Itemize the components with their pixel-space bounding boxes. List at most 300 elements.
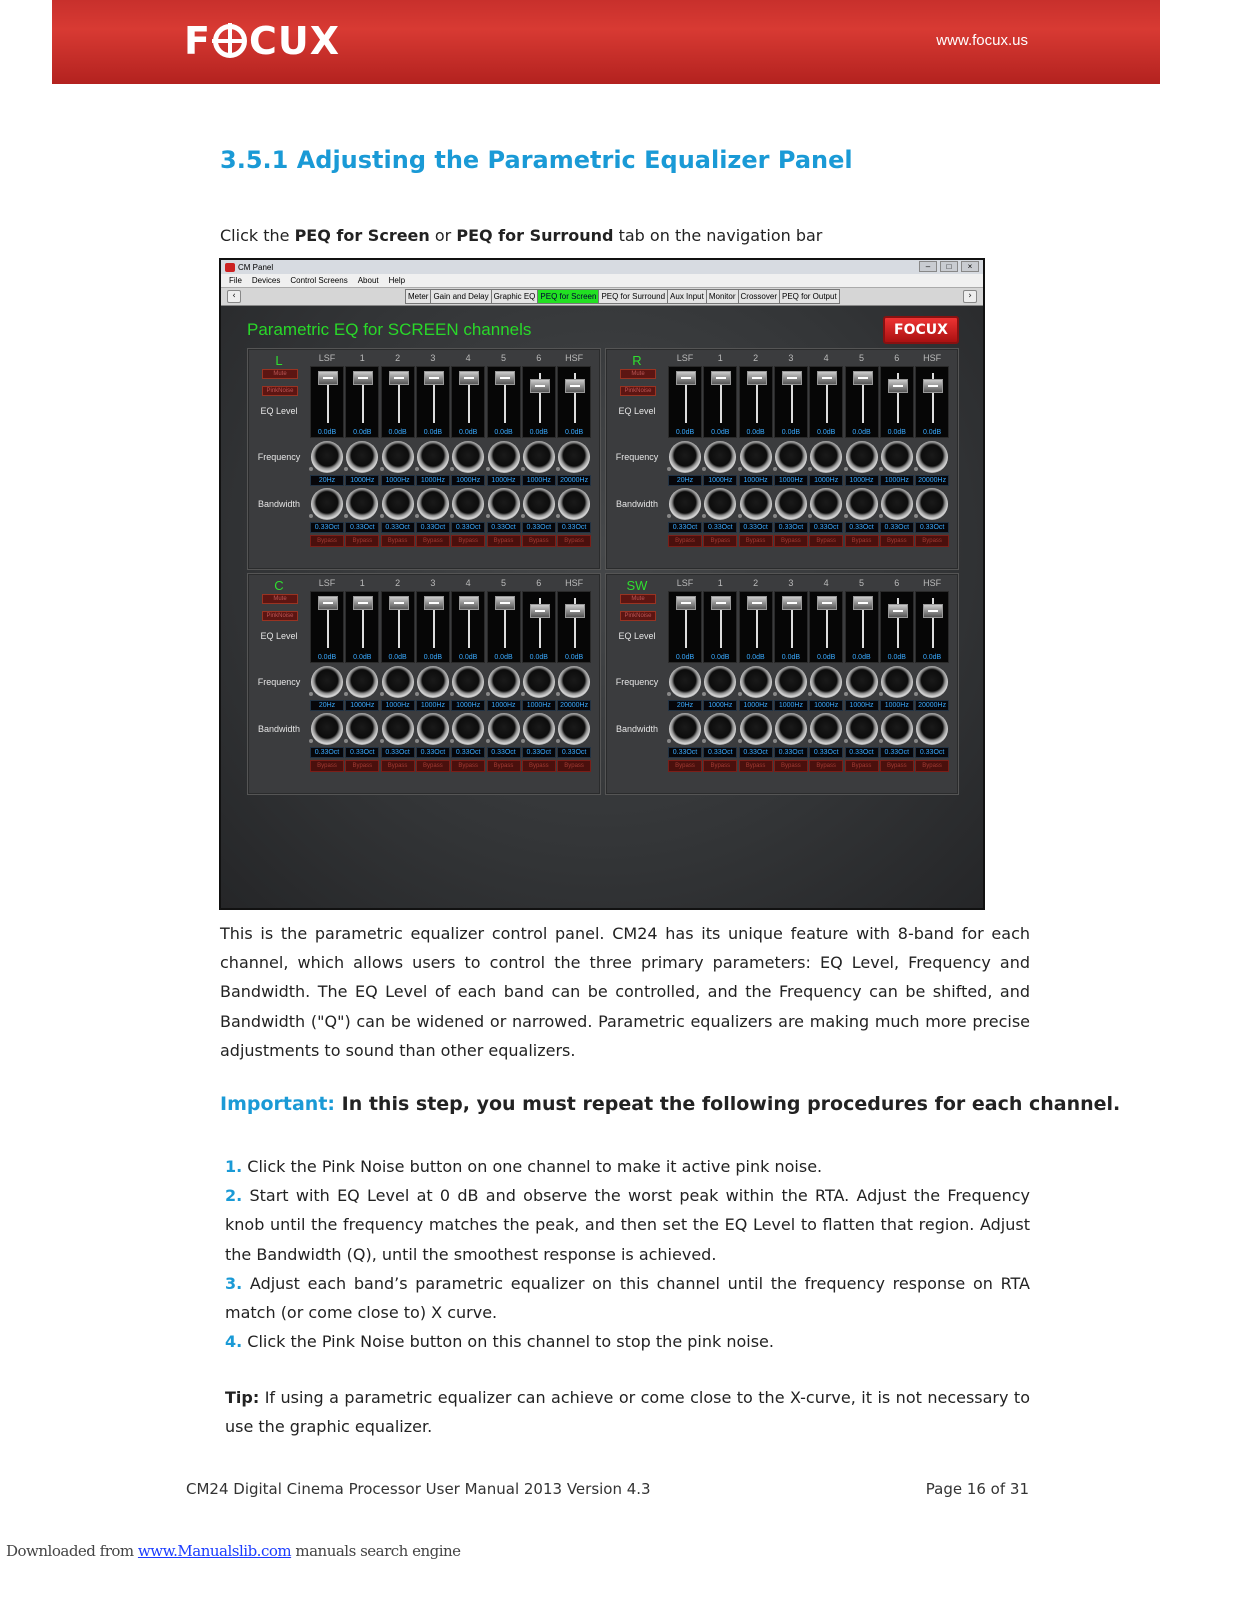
eq-level-fader[interactable] [915,366,949,438]
eq-level-fader[interactable] [522,366,556,438]
frequency-knob[interactable] [488,441,520,473]
frequency-value: 1000Hz [809,475,843,486]
frequency-control [915,441,949,487]
window-title: CM Panel [238,262,274,272]
bandwidth-control [345,488,379,534]
bandwidth-knob[interactable] [382,713,414,745]
band-header: 3 [430,353,436,363]
fader-handle[interactable] [888,604,908,618]
frequency-value: 1000Hz [880,475,914,486]
close-button[interactable]: × [961,261,979,272]
bandwidth-value: 0.33Oct [880,747,914,758]
bypass-button[interactable]: Bypass [809,760,843,772]
frequency-knob[interactable] [810,441,842,473]
fader-handle[interactable] [711,596,731,610]
bandwidth-value: 0.33Oct [774,747,808,758]
bandwidth-control [845,488,879,534]
tab-aux-input[interactable]: Aux Input [667,289,707,304]
bandwidth-knob[interactable] [740,713,772,745]
band-header: 4 [823,578,829,588]
tab-peq-for-surround[interactable]: PEQ for Surround [598,289,668,304]
bypass-button[interactable]: Bypass [416,760,450,772]
band-header: 5 [858,578,864,588]
bandwidth-value: 0.33Oct [310,747,344,758]
frequency-control [739,666,773,712]
frequency-control [739,441,773,487]
bandwidth-knob[interactable] [488,488,520,520]
bandwidth-value: 0.33Oct [451,747,485,758]
bandwidth-knob[interactable] [452,488,484,520]
channel-panel-r [605,348,959,570]
fader-handle[interactable] [459,596,479,610]
frequency-control [416,441,450,487]
bandwidth-value: 0.33Oct [739,522,773,533]
fader-handle[interactable] [389,371,409,385]
eq-level-value: 0.0dB [746,654,765,661]
fader-handle[interactable] [923,379,943,393]
eq-level-fader[interactable] [416,591,450,663]
eq-level-fader[interactable] [845,366,879,438]
band-header: 1 [717,578,723,588]
eq-level-fader[interactable] [774,366,808,438]
pink-noise-button[interactable]: PinkNoise [620,611,656,621]
menu-devices[interactable]: Devices [251,276,281,285]
frequency-knob[interactable] [740,441,772,473]
eq-level-value: 0.0dB [459,654,478,661]
minimize-button[interactable]: – [919,261,937,272]
bypass-button[interactable]: Bypass [451,535,485,547]
frequency-value: 1000Hz [381,475,415,486]
fader-handle[interactable] [353,596,373,610]
frequency-knob[interactable] [916,666,948,698]
bandwidth-knob[interactable] [704,713,736,745]
bandwidth-value: 0.33Oct [703,522,737,533]
eq-level-fader[interactable] [345,366,379,438]
fader-handle[interactable] [747,371,767,385]
maximize-button[interactable]: □ [940,261,958,272]
bandwidth-knob[interactable] [881,488,913,520]
bypass-button[interactable]: Bypass [880,535,914,547]
bandwidth-value: 0.33Oct [557,747,591,758]
bypass-button[interactable]: Bypass [668,760,702,772]
eq-level-value: 0.0dB [388,429,407,436]
fader-handle[interactable] [782,596,802,610]
fader-handle[interactable] [711,371,731,385]
frequency-knob[interactable] [558,666,590,698]
bandwidth-value: 0.33Oct [557,522,591,533]
bypass-button[interactable]: Bypass [557,760,591,772]
frequency-knob[interactable] [846,666,878,698]
bandwidth-knob[interactable] [669,713,701,745]
band-header: 2 [753,353,759,363]
bypass-button[interactable]: Bypass [557,535,591,547]
fader-handle[interactable] [782,371,802,385]
frequency-knob[interactable] [382,666,414,698]
mute-button[interactable]: Mute [262,594,298,604]
bypass-button[interactable]: Bypass [739,760,773,772]
frequency-knob[interactable] [810,666,842,698]
eq-level-value: 0.0dB [817,654,836,661]
frequency-knob[interactable] [346,441,378,473]
channel-panel-l [247,348,601,570]
eq-level-fader[interactable] [880,591,914,663]
bandwidth-value: 0.33Oct [522,522,556,533]
fader-handle[interactable] [565,379,585,393]
frequency-knob[interactable] [740,666,772,698]
bandwidth-value: 0.33Oct [668,747,702,758]
frequency-control [381,666,415,712]
bypass-button[interactable]: Bypass [310,535,344,547]
bandwidth-control [557,713,591,759]
band-header: HSF [565,578,584,588]
bandwidth-value: 0.33Oct [522,747,556,758]
frequency-knob[interactable] [704,666,736,698]
pink-noise-button[interactable]: PinkNoise [262,611,298,621]
bypass-button[interactable]: Bypass [381,535,415,547]
step-2: 2. Start with EQ Level at 0 dB and observe the worst peak within the RTA. Adjust the Frequency knob until the frequency matches the peak, and then set the EQ Level to flatten that region. Adjust the Bandwidth (Q), until the smoothest response is achieved. [225,1186,1030,1264]
bypass-button[interactable]: Bypass [451,760,485,772]
bypass-button[interactable]: Bypass [703,535,737,547]
bypass-button[interactable]: Bypass [880,760,914,772]
bandwidth-control [809,488,843,534]
frequency-value: 20000Hz [557,475,591,486]
band-header: LSF [676,353,694,363]
fader-handle[interactable] [747,596,767,610]
eq-level-fader[interactable] [381,591,415,663]
fader-handle[interactable] [853,371,873,385]
fader-handle[interactable] [923,604,943,618]
nav-right-icon[interactable]: › [963,290,977,303]
eq-level-fader[interactable] [668,591,702,663]
eq-level-fader[interactable] [739,591,773,663]
bandwidth-control [739,488,773,534]
frequency-value: 1000Hz [522,700,556,711]
bandwidth-knob[interactable] [810,713,842,745]
frequency-knob[interactable] [775,441,807,473]
eq-level-fader[interactable] [557,591,591,663]
fader-handle[interactable] [676,596,696,610]
band-header: LSF [676,578,694,588]
bandwidth-knob[interactable] [417,713,449,745]
frequency-knob[interactable] [558,441,590,473]
bypass-button[interactable]: Bypass [345,535,379,547]
frequency-control [416,666,450,712]
fader-handle[interactable] [817,371,837,385]
bandwidth-control [522,713,556,759]
bandwidth-knob[interactable] [311,713,343,745]
bandwidth-knob[interactable] [558,488,590,520]
frequency-value: 20000Hz [557,700,591,711]
mute-button[interactable]: Mute [620,594,656,604]
channel-panel-c [247,573,601,795]
intro-text: Click the PEQ for Screen or PEQ for Surround tab on the navigation bar [220,226,823,245]
bandwidth-knob[interactable] [669,488,701,520]
bypass-button[interactable]: Bypass [809,535,843,547]
channel-panel-sw [605,573,959,795]
eq-level-value: 0.0dB [423,429,443,436]
bandwidth-knob[interactable] [810,488,842,520]
frequency-knob[interactable] [382,441,414,473]
pink-noise-button[interactable]: PinkNoise [262,386,298,396]
eq-level-label: EQ Level [260,631,298,641]
manualslib-link[interactable]: www.Manualslib.com [137,1542,292,1560]
bandwidth-knob[interactable] [523,488,555,520]
frequency-value: 1000Hz [703,475,737,486]
bandwidth-knob[interactable] [558,713,590,745]
eq-level-fader[interactable] [381,366,415,438]
bypass-button[interactable]: Bypass [522,535,556,547]
frequency-knob[interactable] [916,441,948,473]
frequency-control [668,441,702,487]
eq-level-value: 0.0dB [317,429,337,436]
bypass-button[interactable]: Bypass [416,535,450,547]
frequency-knob[interactable] [775,666,807,698]
bypass-button[interactable]: Bypass [522,760,556,772]
eq-level-fader[interactable] [487,366,521,438]
bandwidth-control [880,488,914,534]
fader-handle[interactable] [495,596,515,610]
step-3: 3. Adjust each band’s parametric equalizer on this channel until the frequency response on RTA match (or come close to) X curve. [225,1273,1030,1323]
bandwidth-knob[interactable] [916,488,948,520]
bandwidth-knob[interactable] [846,488,878,520]
frequency-value: 1000Hz [487,475,521,486]
eq-level-fader[interactable] [915,591,949,663]
app-icon [225,263,235,272]
frequency-knob[interactable] [452,441,484,473]
bandwidth-value: 0.33Oct [381,747,415,758]
band-header: LSF [318,353,336,363]
frequency-value: 1000Hz [345,700,379,711]
frequency-control [557,666,591,712]
frequency-value: 1000Hz [522,475,556,486]
frequency-label: Frequency [615,677,659,687]
bypass-button[interactable]: Bypass [381,760,415,772]
eq-level-value: 0.0dB [852,654,871,661]
fader-handle[interactable] [676,371,696,385]
band-header: 2 [753,578,759,588]
fader-handle[interactable] [565,604,585,618]
bandwidth-knob[interactable] [775,488,807,520]
menu-control-screens[interactable]: Control Screens [290,276,348,285]
frequency-knob[interactable] [669,666,701,698]
nav-left-icon[interactable]: ‹ [227,290,241,303]
bypass-button[interactable]: Bypass [310,760,344,772]
eq-level-fader[interactable] [416,366,450,438]
channel-name: C [274,578,284,593]
bandwidth-value: 0.33Oct [310,522,344,533]
bypass-button[interactable]: Bypass [703,760,737,772]
eq-level-fader[interactable] [522,591,556,663]
bandwidth-knob[interactable] [846,713,878,745]
eq-level-fader[interactable] [310,366,344,438]
fader-handle[interactable] [459,371,479,385]
bandwidth-control [451,488,485,534]
band-header: 6 [894,353,900,363]
eq-level-fader[interactable] [451,366,485,438]
fader-handle[interactable] [389,596,409,610]
frequency-knob[interactable] [346,666,378,698]
eq-level-value: 0.0dB [887,654,906,661]
eq-level-fader[interactable] [703,591,737,663]
bypass-button[interactable]: Bypass [845,535,879,547]
frequency-label: Frequency [615,452,659,462]
screen-title: Parametric EQ for SCREEN channels [247,320,532,339]
eq-level-fader[interactable] [703,366,737,438]
bandwidth-control [774,713,808,759]
eq-level-value: 0.0dB [423,654,443,661]
fader-handle[interactable] [424,596,444,610]
tab-peq-for-output[interactable]: PEQ for Output [779,289,840,304]
tab-gain-and-delay[interactable]: Gain and Delay [430,289,491,304]
bandwidth-knob[interactable] [488,713,520,745]
menu-help[interactable]: Help [388,276,406,285]
frequency-knob[interactable] [704,441,736,473]
eq-level-fader[interactable] [774,591,808,663]
frequency-control [880,441,914,487]
fader-handle[interactable] [530,604,550,618]
website-url: www.focux.us [936,32,1028,49]
fader-handle[interactable] [495,371,515,385]
eq-level-fader[interactable] [880,366,914,438]
frequency-knob[interactable] [417,441,449,473]
eq-level-value: 0.0dB [529,429,548,436]
bandwidth-value: 0.33Oct [416,522,450,533]
footer-manual-title: CM24 Digital Cinema Processor User Manual 2013 Version 4.3 [186,1480,651,1498]
fader-handle[interactable] [353,371,373,385]
frequency-value: 1000Hz [451,475,485,486]
fader-handle[interactable] [853,596,873,610]
frequency-knob[interactable] [881,441,913,473]
bandwidth-knob[interactable] [775,713,807,745]
eq-level-value: 0.0dB [494,654,513,661]
window-titlebar [221,260,983,274]
tab-monitor[interactable]: Monitor [706,289,739,304]
eq-level-value: 0.0dB [781,654,801,661]
eq-level-fader[interactable] [310,591,344,663]
frequency-knob[interactable] [846,441,878,473]
frequency-knob[interactable] [523,441,555,473]
bandwidth-knob[interactable] [916,713,948,745]
menu-about[interactable]: About [357,276,379,285]
tab-crossover[interactable]: Crossover [738,289,780,304]
bypass-button[interactable]: Bypass [345,760,379,772]
frequency-value: 1000Hz [345,475,379,486]
bandwidth-knob[interactable] [417,488,449,520]
pink-noise-button[interactable]: PinkNoise [620,386,656,396]
eq-level-fader[interactable] [809,591,843,663]
eq-level-fader[interactable] [668,366,702,438]
tab-graphic-eq[interactable]: Graphic EQ [491,289,539,304]
frequency-control [310,666,344,712]
fader-handle[interactable] [424,371,444,385]
band-header: 6 [536,578,542,588]
menu-file[interactable]: File [229,276,242,285]
eq-level-fader[interactable] [345,591,379,663]
frequency-knob[interactable] [488,666,520,698]
eq-level-value: 0.0dB [817,429,836,436]
band-header: 4 [823,353,829,363]
bypass-button[interactable]: Bypass [915,535,949,547]
frequency-knob[interactable] [523,666,555,698]
mute-button[interactable]: Mute [620,369,656,379]
channel-name: SW [626,578,648,593]
frequency-control [345,666,379,712]
fader-handle[interactable] [530,379,550,393]
fader-handle[interactable] [888,379,908,393]
cm-panel-screenshot [219,258,985,910]
bypass-button[interactable]: Bypass [487,535,521,547]
bypass-button[interactable]: Bypass [774,535,808,547]
frequency-knob[interactable] [669,441,701,473]
bandwidth-knob[interactable] [740,488,772,520]
eq-level-fader[interactable] [557,366,591,438]
bandwidth-control [557,488,591,534]
frequency-knob[interactable] [452,666,484,698]
bandwidth-control [310,488,344,534]
frequency-control [451,441,485,487]
bandwidth-knob[interactable] [881,713,913,745]
bypass-button[interactable]: Bypass [774,760,808,772]
eq-level-fader[interactable] [845,591,879,663]
eq-level-fader[interactable] [451,591,485,663]
eq-level-fader[interactable] [809,366,843,438]
bandwidth-knob[interactable] [452,713,484,745]
band-header: 5 [500,578,506,588]
logo-crosshair-icon [213,24,247,58]
frequency-knob[interactable] [417,666,449,698]
fader-handle[interactable] [318,371,338,385]
frequency-knob[interactable] [881,666,913,698]
frequency-knob[interactable] [311,441,343,473]
bandwidth-knob[interactable] [346,488,378,520]
mute-button[interactable]: Mute [262,369,298,379]
bandwidth-knob[interactable] [346,713,378,745]
fader-handle[interactable] [817,596,837,610]
tab-peq-for-screen[interactable]: PEQ for Screen [537,289,599,304]
bandwidth-value: 0.33Oct [809,747,843,758]
bandwidth-knob[interactable] [382,488,414,520]
bandwidth-knob[interactable] [704,488,736,520]
bandwidth-control [451,713,485,759]
bypass-button[interactable]: Bypass [668,535,702,547]
frequency-value: 1000Hz [739,700,773,711]
band-header: 1 [717,353,723,363]
frequency-value: 20000Hz [915,475,949,486]
bandwidth-control [809,713,843,759]
bandwidth-knob[interactable] [523,713,555,745]
bandwidth-value: 0.33Oct [451,522,485,533]
bandwidth-value: 0.33Oct [880,522,914,533]
frequency-value: 1000Hz [451,700,485,711]
band-header: 3 [430,578,436,588]
bandwidth-value: 0.33Oct [845,747,879,758]
eq-level-fader[interactable] [739,366,773,438]
frequency-control [345,441,379,487]
app-focux-logo: FOCUX [883,316,959,344]
band-header: 5 [500,353,506,363]
frequency-knob[interactable] [311,666,343,698]
band-header: 6 [536,353,542,363]
tab-meter[interactable]: Meter [405,289,431,304]
frequency-control [774,441,808,487]
fader-handle[interactable] [318,596,338,610]
bypass-button[interactable]: Bypass [739,535,773,547]
bypass-button[interactable]: Bypass [487,760,521,772]
bandwidth-knob[interactable] [311,488,343,520]
bypass-button[interactable]: Bypass [845,760,879,772]
bypass-button[interactable]: Bypass [915,760,949,772]
eq-level-fader[interactable] [487,591,521,663]
